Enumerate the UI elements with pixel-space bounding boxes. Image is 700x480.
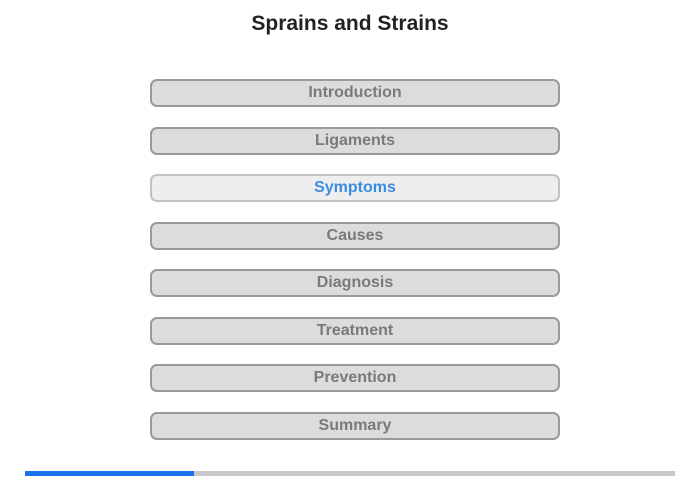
page-title: Sprains and Strains [251, 12, 449, 35]
menu-item-treatment[interactable]: Treatment [150, 317, 560, 345]
progress-bar-fill [25, 471, 194, 476]
menu-item-diagnosis[interactable]: Diagnosis [150, 269, 560, 297]
chapter-menu [150, 79, 560, 459]
progress-bar [25, 471, 675, 476]
menu-item-summary[interactable]: Summary [150, 412, 560, 440]
menu-item-symptoms[interactable]: Symptoms [150, 174, 560, 202]
menu-item-introduction[interactable]: Introduction [150, 79, 560, 107]
menu-item-ligaments[interactable]: Ligaments [150, 127, 560, 155]
menu-item-prevention[interactable]: Prevention [150, 364, 560, 392]
menu-item-causes[interactable]: Causes [150, 222, 560, 250]
